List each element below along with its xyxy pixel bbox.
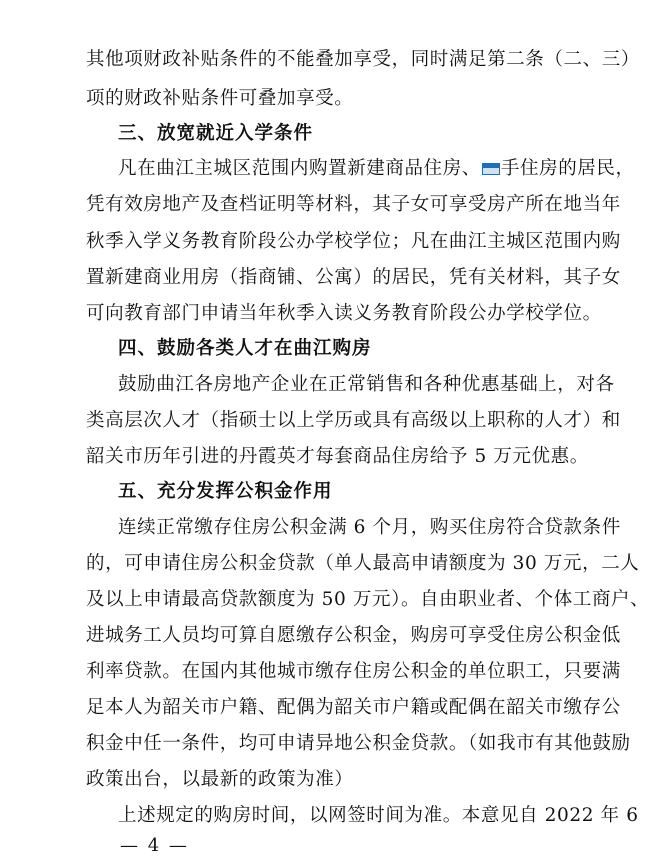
paragraph-line: 鼓励曲江各房地产企业在正常销售和各种优惠基础上，对各 xyxy=(118,374,615,395)
paragraph-line: 项的财政补贴条件可叠加享受。 xyxy=(86,88,354,109)
paragraph-line: 足本人为韶关市户籍、配偶为韶关市户籍或配偶在韶关市缴存公 xyxy=(86,697,621,718)
paragraph-line: 上述规定的购房时间，以网签时间为准。本意见自 2022 年 6 xyxy=(118,805,639,826)
inline-image-icon xyxy=(482,163,500,175)
section-heading-3: 三、放宽就近入学条件 xyxy=(118,123,314,144)
paragraph-line: 政策出台，以最新的政策为准） xyxy=(86,769,354,790)
section-heading-5: 五、充分发挥公积金作用 xyxy=(118,481,333,502)
paragraph-line: 积金中任一条件，均可申请异地公积金贷款。（如我市有其他鼓励 xyxy=(86,733,631,754)
paragraph-line: 利率贷款。在国内其他城市缴存住房公积金的单位职工，只要满 xyxy=(86,661,621,682)
paragraph-line: 及以上申请最高贷款额度为 50 万元）。自由职业者、个体工商户、 xyxy=(86,589,650,610)
paragraph-line: 可向教育部门申请当年秋季入读义务教育阶段公办学校学位。 xyxy=(86,303,602,324)
paragraph-line: 的，可申请住房公积金贷款（单人最高申请额度为 30 万元，二人 xyxy=(86,553,640,574)
paragraph-line: 韶关市历年引进的丹霞英才每套商品住房给予 5 万元优惠。 xyxy=(86,446,589,467)
paragraph-line: 其他项财政补贴条件的不能叠加享受，同时满足第二条（二、三） xyxy=(86,49,640,70)
paragraph-line: 类高层次人才（指硕士以上学历或具有高级以上职称的人才）和 xyxy=(86,410,621,431)
section-heading-4: 四、鼓励各类人才在曲江购房 xyxy=(118,338,372,359)
paragraph-line xyxy=(118,156,635,182)
paragraph-line: 秋季入学义务教育阶段公办学校学位；凡在曲江主城区范围内购 xyxy=(86,231,621,252)
paragraph-line: 进城务工人员均可算自愿缴存公积金，购房可享受住房公积金低 xyxy=(86,625,621,646)
paragraph-text: 凡在曲江主城区范围内购置新建商品住房、 xyxy=(118,158,481,179)
paragraph-text: 手住房的居民， xyxy=(500,158,635,179)
paragraph-line: 连续正常缴存住房公积金满 6 个月，购买住房符合贷款条件 xyxy=(118,517,621,538)
paragraph-line: 置新建商业用房（指商铺、公寓）的居民，凭有关材料，其子女 xyxy=(86,267,621,288)
paragraph-line: 凭有效房地产及查档证明等材料，其子女可享受房产所在地当年 xyxy=(86,194,621,215)
page-number: — 4 — xyxy=(120,835,189,856)
